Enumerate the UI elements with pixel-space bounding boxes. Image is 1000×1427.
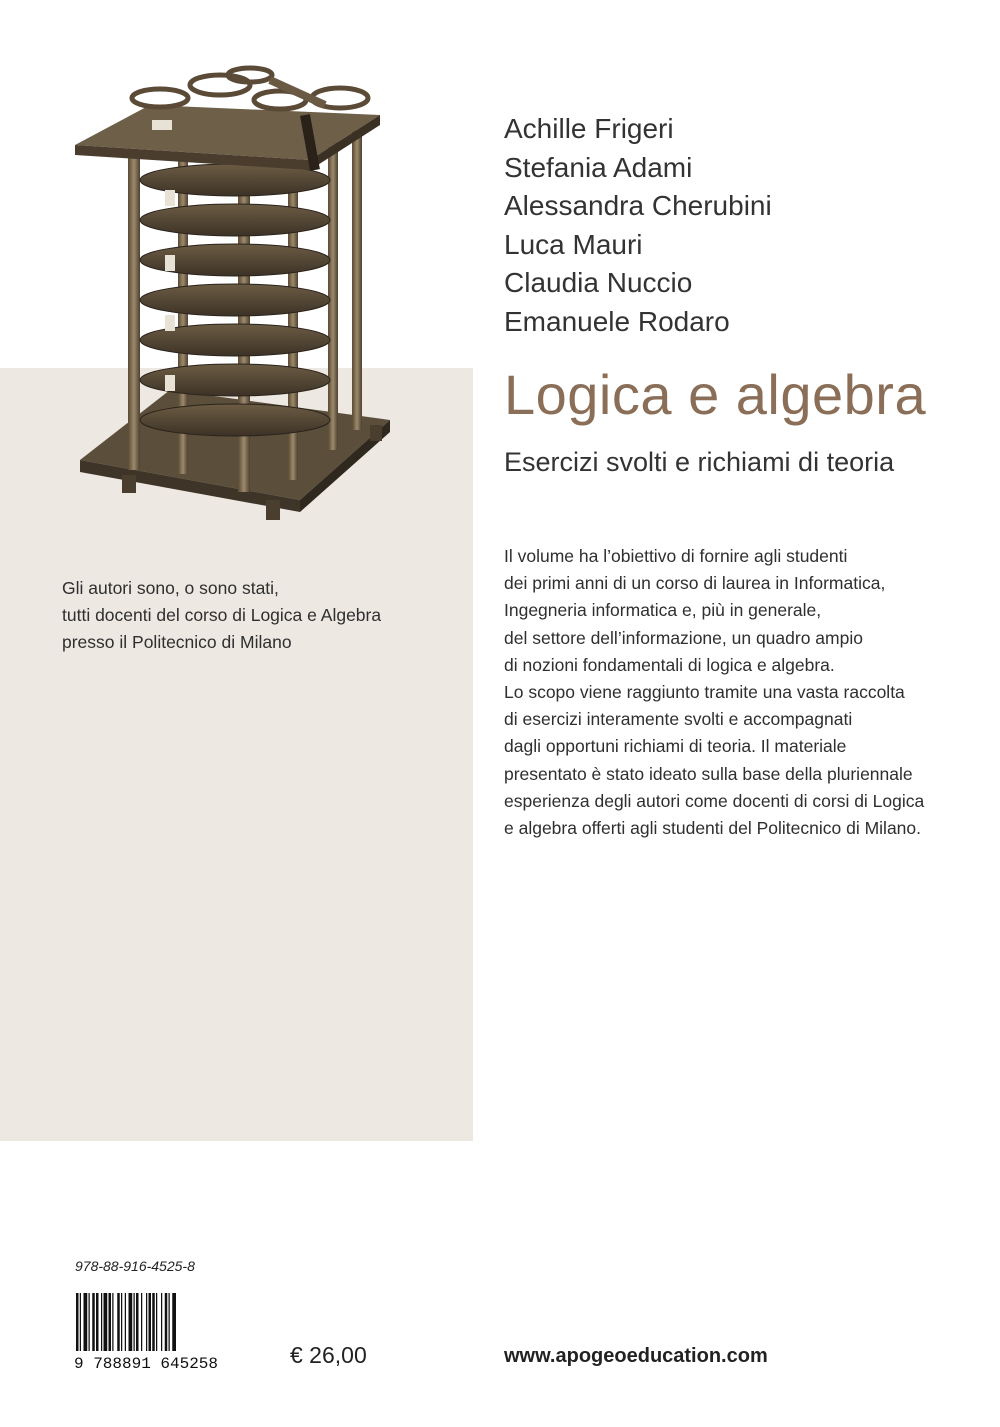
publisher-website[interactable]: www.apogeoeducation.com — [504, 1345, 768, 1367]
author-name: Luca Mauri — [504, 228, 643, 260]
description-line: del settore dell’informazione, un quadro ampio — [504, 627, 863, 648]
author-list — [504, 110, 772, 341]
author-name: Claudia Nuccio — [504, 267, 693, 298]
description-line: di nozioni fondamentali di logica e algebra. — [504, 654, 835, 675]
authors-note — [62, 575, 462, 656]
difference-engine-illustration — [70, 60, 400, 530]
description-line: Il volume ha l’obiettivo di fornire agli studenti — [504, 546, 848, 566]
authors-note-line: tutti docenti del corso di Logica e Algebra — [62, 605, 382, 625]
description-line: presentato è stato ideato sulla base della pluriennale — [504, 763, 913, 784]
book-description — [504, 543, 974, 842]
description-line: dagli opportuni richiami di teoria. Il materiale — [504, 736, 847, 757]
barcode-digits: 9 788891 645258 — [73, 1355, 219, 1371]
description-line: dei primi anni di un corso di laurea in Informatica, — [504, 573, 886, 594]
description-line: Lo scopo viene raggiunto tramite una vasta raccolta — [504, 682, 905, 703]
author-name: Achille Frigeri — [504, 113, 674, 144]
author-name: Alessandra Cherubini — [504, 190, 772, 221]
authors-note-line: presso il Politecnico di Milano — [62, 632, 292, 652]
description-line: e algebra offerti agli studenti del Politecnico di Milano. — [504, 818, 922, 839]
isbn: 978-88-916-4525-8 — [75, 1258, 195, 1274]
description-line: Ingegneria informatica e, più in generale, — [504, 600, 822, 621]
authors-note-line: Gli autori sono, o sono stati, — [62, 578, 279, 598]
description-line: esperienza degli autori come docenti di corsi di Logica — [504, 790, 925, 811]
book-title: Logica e algebra — [504, 363, 927, 426]
barcode — [62, 1293, 230, 1371]
price: € 26,00 — [290, 1342, 367, 1368]
book-subtitle: Esercizi svolti e richiami di teoria — [504, 447, 895, 477]
description-line: di esercizi interamente svolti e accompagnati — [504, 709, 853, 730]
author-name: Emanuele Rodaro — [504, 305, 730, 337]
author-name: Stefania Adami — [504, 151, 693, 183]
